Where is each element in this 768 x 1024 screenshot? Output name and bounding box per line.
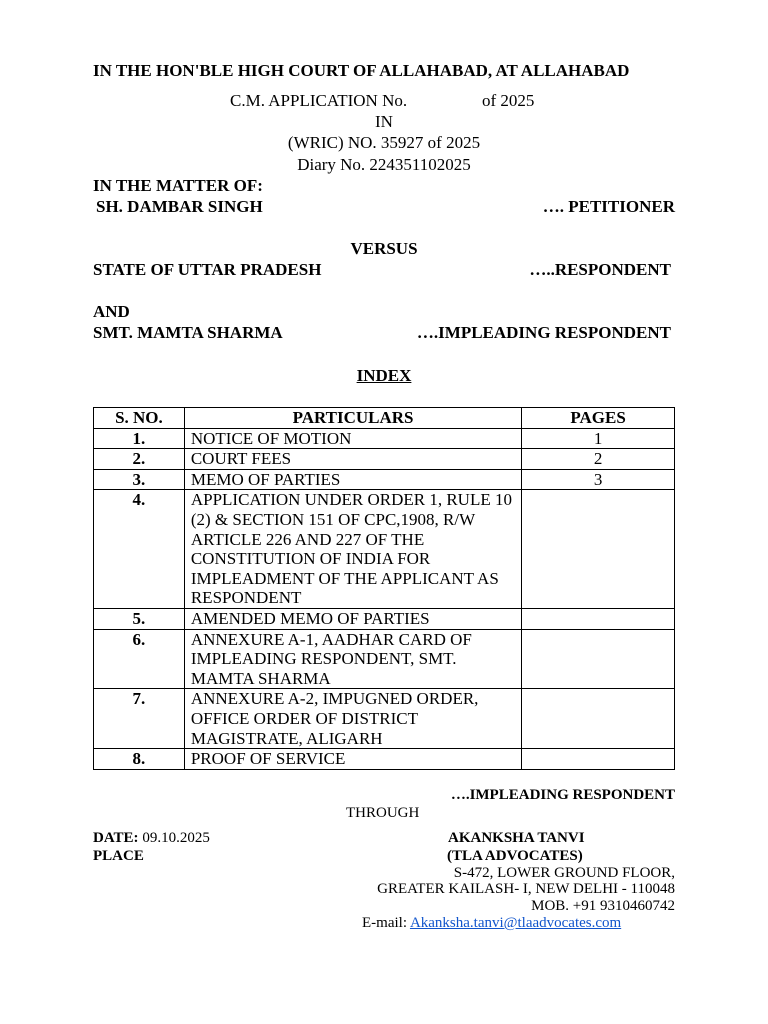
- row-pages: [522, 608, 675, 629]
- row-particulars: PROOF OF SERVICE: [184, 749, 521, 770]
- email-link[interactable]: Akanksha.tanvi@tlaadvocates.com: [409, 915, 622, 931]
- row-sno: 2.: [94, 449, 185, 470]
- row-particulars: COURT FEES: [184, 449, 521, 470]
- index-title: INDEX: [356, 366, 412, 385]
- row-pages: [522, 689, 675, 749]
- row-pages: [522, 629, 675, 689]
- header-particulars: PARTICULARS: [184, 408, 521, 429]
- matter-of-label: IN THE MATTER OF:: [93, 176, 263, 195]
- address-line-2: GREATER KAILASH- I, NEW DELHI - 110048: [377, 881, 675, 897]
- row-particulars: ANNEXURE A-2, IMPUGNED ORDER, OFFICE ORDER OF DISTRICT MAGISTRATE, ALIGARH: [184, 689, 521, 749]
- table-row: [94, 629, 675, 689]
- table-row: [94, 428, 675, 449]
- row-particulars: MEMO OF PARTIES: [184, 469, 521, 490]
- row-pages: [522, 490, 675, 609]
- cm-application-year: of 2025: [482, 91, 535, 110]
- impleading-respondent-role: ….IMPLEADING RESPONDENT: [416, 323, 671, 342]
- place-label: PLACE: [93, 848, 144, 864]
- header-pages: PAGES: [522, 408, 675, 429]
- firm-name: (TLA ADVOCATES): [447, 848, 583, 864]
- row-sno: 1.: [94, 428, 185, 449]
- row-pages: [522, 749, 675, 770]
- index-table: [93, 407, 675, 770]
- row-pages: 2: [522, 449, 675, 470]
- row-pages: 3: [522, 469, 675, 490]
- row-sno: 6.: [94, 629, 185, 689]
- row-particulars: NOTICE OF MOTION: [184, 428, 521, 449]
- date-label: DATE:: [93, 830, 139, 846]
- row-particulars: APPLICATION UNDER ORDER 1, RULE 10 (2) & SECTION 151 OF CPC,1908, R/W ARTICLE 226 AND 227 OF THE CONSTITUTION OF INDIA FOR IMPLEADMENT OF THE APPLICANT AS RESPONDENT: [184, 490, 521, 609]
- mobile-number: MOB. +91 9310460742: [531, 898, 675, 914]
- advocate-name: AKANKSHA TANVI: [448, 830, 585, 846]
- petitioner-role: …. PETITIONER: [542, 197, 675, 216]
- footer-impleading-role: ….IMPLEADING RESPONDENT: [450, 787, 675, 803]
- diary-number: Diary No. 224351102025: [297, 155, 471, 174]
- row-sno: 8.: [94, 749, 185, 770]
- date-line: [93, 830, 210, 847]
- row-particulars: ANNEXURE A-1, AADHAR CARD OF IMPLEADING RESPONDENT, SMT. MAMTA SHARMA: [184, 629, 521, 689]
- respondent-name: STATE OF UTTAR PRADESH: [93, 260, 322, 279]
- versus-label: VERSUS: [350, 239, 418, 258]
- email-line: [362, 915, 621, 932]
- table-row: [94, 689, 675, 749]
- row-pages: 1: [522, 428, 675, 449]
- table-row: [94, 749, 675, 770]
- row-sno: 7.: [94, 689, 185, 749]
- cm-application-label: C.M. APPLICATION No.: [230, 91, 408, 110]
- in-label: IN: [375, 112, 393, 131]
- table-row: [94, 490, 675, 609]
- row-particulars: AMENDED MEMO OF PARTIES: [184, 608, 521, 629]
- table-row: [94, 469, 675, 490]
- row-sno: 3.: [94, 469, 185, 490]
- respondent-role: …..RESPONDENT: [529, 260, 671, 279]
- header-sno: S. NO.: [94, 408, 185, 429]
- table-row: [94, 449, 675, 470]
- court-heading: IN THE HON'BLE HIGH COURT OF ALLAHABAD, AT ALLAHABAD: [93, 61, 630, 80]
- row-sno: 4.: [94, 490, 185, 609]
- impleading-respondent-name: SMT. MAMTA SHARMA: [93, 323, 283, 342]
- row-sno: 5.: [94, 608, 185, 629]
- email-label: E-mail:: [362, 915, 407, 931]
- petitioner-name: SH. DAMBAR SINGH: [96, 197, 263, 216]
- through-label: THROUGH: [346, 805, 420, 821]
- table-header-row: [94, 408, 675, 429]
- address-line-1: S-472, LOWER GROUND FLOOR,: [453, 865, 675, 881]
- wric-number: (WRIC) NO. 35927 of 2025: [287, 133, 481, 152]
- date-value: 09.10.2025: [142, 830, 210, 846]
- table-row: [94, 608, 675, 629]
- and-label: AND: [93, 302, 130, 321]
